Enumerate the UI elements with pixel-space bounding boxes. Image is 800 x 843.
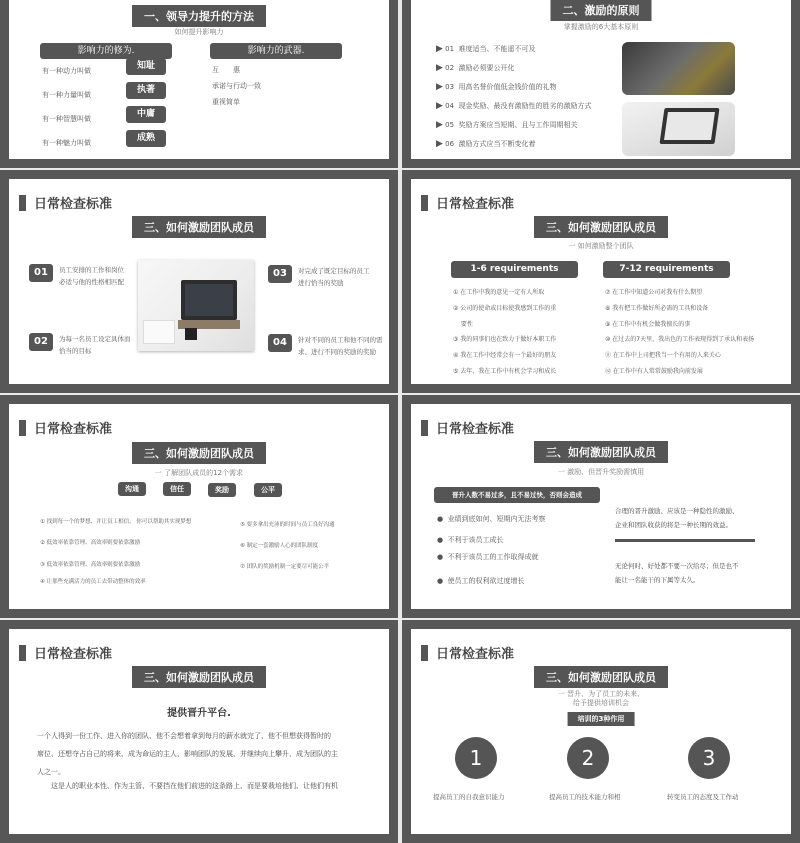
quote-text: 无论何时、好处都不要一次给尽；但是也不 能让一名能干的下属等太久。 [615,562,739,584]
requirement-item: ④ 我在工作中经常会有一个最好的朋友 [453,352,557,359]
requirement-item: ⑩ 在过去的7天里、我出色的工作表现得到了承认和表扬 [605,336,755,343]
section-banner: 三、如何激励团队成员 [132,442,266,464]
slide-title: 日常检查标准 [421,418,514,437]
need-item: ① 找到每一个的梦想、并让员工相信、 你可以帮助其实现梦想 [40,519,192,525]
left-column-header: 影响力的修为. [40,43,172,59]
requirements-1-6-header: 1-6 requirements [451,261,578,278]
play-arrow-icon: ▶ [436,139,443,149]
bullet-dot-icon: ● [437,515,444,523]
slide-subtitle: 一 激励、但晋升奖励需慎用 [557,468,645,476]
slide-motivate-team-four-points[interactable] [0,170,398,393]
requirement-item: ⑦ 在工作中知道公司对我有什么期望 [605,289,703,296]
requirement-item: 要性 [453,321,473,328]
slide-subtitle: 一 如何激励整个团队 [568,242,634,250]
section-banner: 三、如何激励团队成员 [534,666,668,688]
bullet-dot-icon: ● [437,536,444,544]
row-label: 有一种力量叫做 [42,91,91,99]
requirement-item: ⑫ 在工作中有人常常鼓励我向前发展 [605,368,703,375]
point-text: 针对不同的员工和他不同的需 求、进行不同的奖励的奖励 [298,336,383,356]
slide-motivation-principles[interactable] [402,0,800,168]
slide-subtitle: 掌握激励的6大基本原则 [563,23,639,31]
slide-subtitle: 一 晋升、为了员工的未来、 [557,690,645,698]
requirement-item: ⑨ 在工作中有机会做我擅长的事 [605,321,691,328]
need-item: ⑤ 要多拿出充沛的时间与员工良好沟通 [240,522,335,528]
slide-subtitle: 如何提升影响力 [174,28,224,36]
point-text: 为每一名员工设定具体而 恰当的目标 [59,335,131,355]
office-meeting-photo [622,42,735,95]
principle-item: ▶ 04 现金奖励、最没有激励性的胜劣的激励方式 [436,101,592,111]
circle-1: 1 [455,737,497,779]
number-badge-04: 04 [268,334,292,352]
paragraph: 这是人的职业本性、作为主管、不要挡在他们前进的这条路上、而是要栽培他们、让他们有机 [51,782,338,790]
circle-2: 2 [567,737,609,779]
title-bar-icon [421,195,428,211]
slide-subtitle: 给予提供培训机会 [573,699,629,707]
requirement-item: ① 在工作中我的意见一定有人所取 [453,289,545,296]
weapon-item: 承诺与行动一致 [212,82,261,90]
slide-team-needs[interactable] [0,395,398,618]
play-arrow-icon: ▶ [436,120,443,130]
bullet-item: ● 不利于该员工的工作取得成就 [437,553,539,561]
weapon-item: 互 惠 [212,66,240,74]
number-badge-02: 02 [29,333,53,351]
slide-title: 日常检查标准 [421,643,514,662]
row-value-badge: 知耻 [126,58,166,75]
title-bar-icon [19,645,26,661]
number-badge-01: 01 [29,264,53,282]
divider-line [615,539,755,542]
section-banner: 三、如何激励团队成员 [534,441,668,463]
bullet-dot-icon: ● [437,553,444,561]
play-arrow-icon: ▶ [436,101,443,111]
tag-trust: 信任 [163,482,191,496]
need-item: ④ 让那些充满活力的员工去带动整体的效率 [40,579,146,585]
slide-promotion-platform[interactable] [0,620,398,843]
right-column-header: 影响力的武器. [210,43,342,59]
requirement-item: ⑤ 去年、我在工作中有机会学习和成长 [453,368,557,375]
requirement-item: ② 公司的使命或目标使我感到工作的重 [453,305,557,312]
principle-item: ▶ 05 奖励方案应当短期、且与工作周期相关 [436,120,578,130]
principle-item: ▶ 06 激励方式应当不断变化着 [436,139,536,149]
tag-communication: 沟通 [118,482,146,496]
slide-title: 日常检查标准 [19,418,112,437]
circle-caption: 提高员工的自我意识能力 [433,793,505,801]
section-banner: 二、激励的原则 [551,0,652,21]
point-text: 员工安排的工作和岗位 必适与他的性格相匹配 [59,266,124,286]
circle-caption: 转变员工的态度及工作动 [667,793,739,801]
slide-promotion-caution[interactable] [402,395,800,618]
bullet-item: ● 使员工的权利欲过度增长 [437,577,525,585]
principle-item: ▶ 03 用高名誉价值低金钱价值的礼物 [436,82,557,92]
section-heading: 提供晋升平台. [167,708,231,719]
title-bar-icon [421,420,428,436]
circle-caption: 提高员工的技术能力和相 [549,793,621,801]
play-arrow-icon: ▶ [436,44,443,54]
training-tag: 培训的3种作用 [568,712,635,726]
play-arrow-icon: ▶ [436,63,443,73]
slide-training-roles[interactable] [402,620,800,843]
need-item: ③ 低效率依靠管理、高效率则要依靠激励 [40,562,141,568]
requirement-item: ③ 我的同事们也在致力于做好本职工作 [453,336,557,343]
slide-twelve-requirements[interactable] [402,170,800,393]
weapon-item: 重视简单 [212,98,240,106]
bullet-item: ● 业绩到底如何、短期内无法考察 [437,515,546,523]
quote-text: 合理的晋升激励、应该是一种隐性的激励、 企业和团队收获的将是一种长期的效益。 [615,507,739,529]
bullet-item: ● 不利于该员工成长 [437,536,504,544]
tag-reward: 奖励 [208,483,236,497]
row-value-badge: 成熟 [126,130,166,147]
title-bar-icon [19,195,26,211]
row-label: 有一种智慧叫做 [42,115,91,123]
row-label: 有一种动力叫做 [42,67,91,75]
number-badge-03: 03 [268,265,292,283]
requirement-item: ⑧ 我有把工作做好所必需的工具和设备 [605,305,709,312]
laptop-photo [138,260,254,351]
bullet-dot-icon: ● [437,577,444,585]
need-item: ⑦ 团队的奖励机制一定要尽可能公平 [240,564,330,570]
row-label: 有一种魅力叫做 [42,139,91,147]
warning-banner: 晋升人数不易过多，且不易过快，否则会造成 [434,487,600,503]
title-bar-icon [421,645,428,661]
slide-title: 日常检查标准 [421,193,514,212]
requirement-item: ⑪ 在工作中上司把我当一个有用的人来关心 [605,352,721,359]
need-item: ② 低效率依靠管理、高效率则要依靠激励 [40,540,141,546]
slide-title: 日常检查标准 [19,643,112,662]
slide-leadership-methods[interactable] [0,0,398,168]
requirements-7-12-header: 7-12 requirements [603,261,730,278]
play-arrow-icon: ▶ [436,82,443,92]
need-item: ⑥ 制定一套激励人心的团队制度 [240,543,319,549]
section-banner: 三、如何激励团队成员 [534,216,668,238]
section-banner: 三、如何激励团队成员 [132,666,266,688]
section-banner: 三、如何激励团队成员 [132,216,266,238]
circle-3: 3 [688,737,730,779]
point-text: 对完成了既定目标的员工 进行恰当的奖励 [298,267,370,287]
laptop-desk-photo [622,102,735,156]
principle-item: ▶ 01 难度适当、不能遥不可及 [436,44,536,54]
slide-subtitle: 一 了解团队成员的12个需求 [154,469,244,477]
row-value-badge: 中庸 [126,106,166,123]
paragraph: 一个人得到一份工作、进入你的团队、他不会想着拿到每月的薪水就完了、他不但想获得暂时的 席位、还想夺占自己的将来、成为命运的主人、影响团队的发展、并继续向上攀升、成为团队的主 人之一。 [37,732,338,776]
title-bar-icon [19,420,26,436]
row-value-badge: 执著 [126,82,166,99]
slide-title: 日常检查标准 [19,193,112,212]
principle-item: ▶ 02 激励必须要公开化 [436,63,515,73]
section-banner: 一、领导力提升的方法 [132,5,266,27]
tag-fairness: 公平 [254,483,282,497]
